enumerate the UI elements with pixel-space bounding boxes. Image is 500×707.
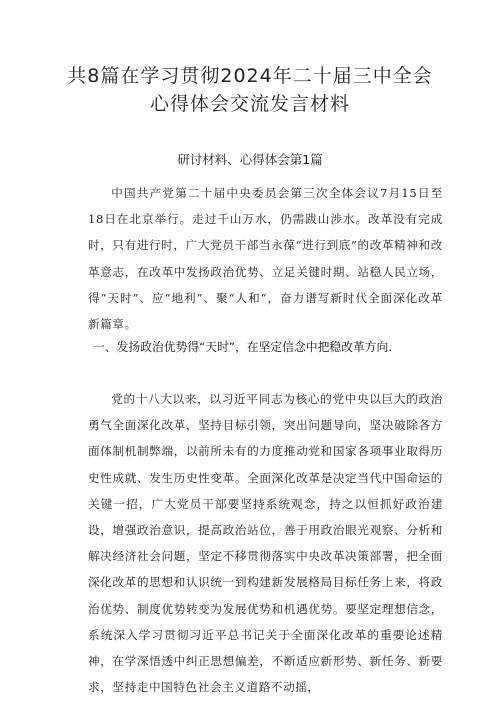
paragraph-section1-body: 党的十八大以来，以习近平同志为核心的党中央以巨大的政治勇气全面深化改革，坚持目标引领，突出问题导向，坚决破除各方面体制机制弊端，以前所未有的力度推动党和国家各项事业取得历史性成就、发生历史性变革。全面深化改革是决定当代中国命运的关键一招，广大党员干部要坚持系统观念，持之以恒抓好政治建设，增强政治意识，提高政治站位，善于用政治眼光观察、分析和解决经济社会问题，坚定不移贯彻落实中央改革决策部署，把全面深化改革的思想和认识统一到构建新发展格局目标任务上来，将政治优势、制度优势转变为发展优势和机遇优势。要坚定理想信念，系统深入学习贯彻习近平总书记关于全面深化改革的重要论述精神，在学深悟透中纠正思想偏差，不断适应新形势、新任务、新要求，坚持走中国特色社会主义道路不动摇， [88,392,443,695]
article-subtitle: 研讨材料、心得体会第1篇 [177,152,323,167]
document-title-line2: 心得体会交流发言材料 [149,93,350,115]
section-heading-1: 一、发扬政治优势得“天时”，在坚定信念中把稳改革方向. [93,340,393,354]
paragraph-intro: 中国共产党第二十届中央委员会第三次全体会议7月15日至18日在北京举行。走过千山万水，仍需跋山涉水。改革没有完成时，只有进行时，广大党员干部当永葆“进行到底”的改革精神和改革意志，在改革中发扬政治优势、立足关键时期、站稳人民立场，得“天时”、应“地利”、聚“人和“，奋力谱写新时代全面深化改革新篇章。 [88,186,443,332]
document-title-line1: 共8篇在学习贯彻2024年二十届三中全会 [67,65,433,87]
